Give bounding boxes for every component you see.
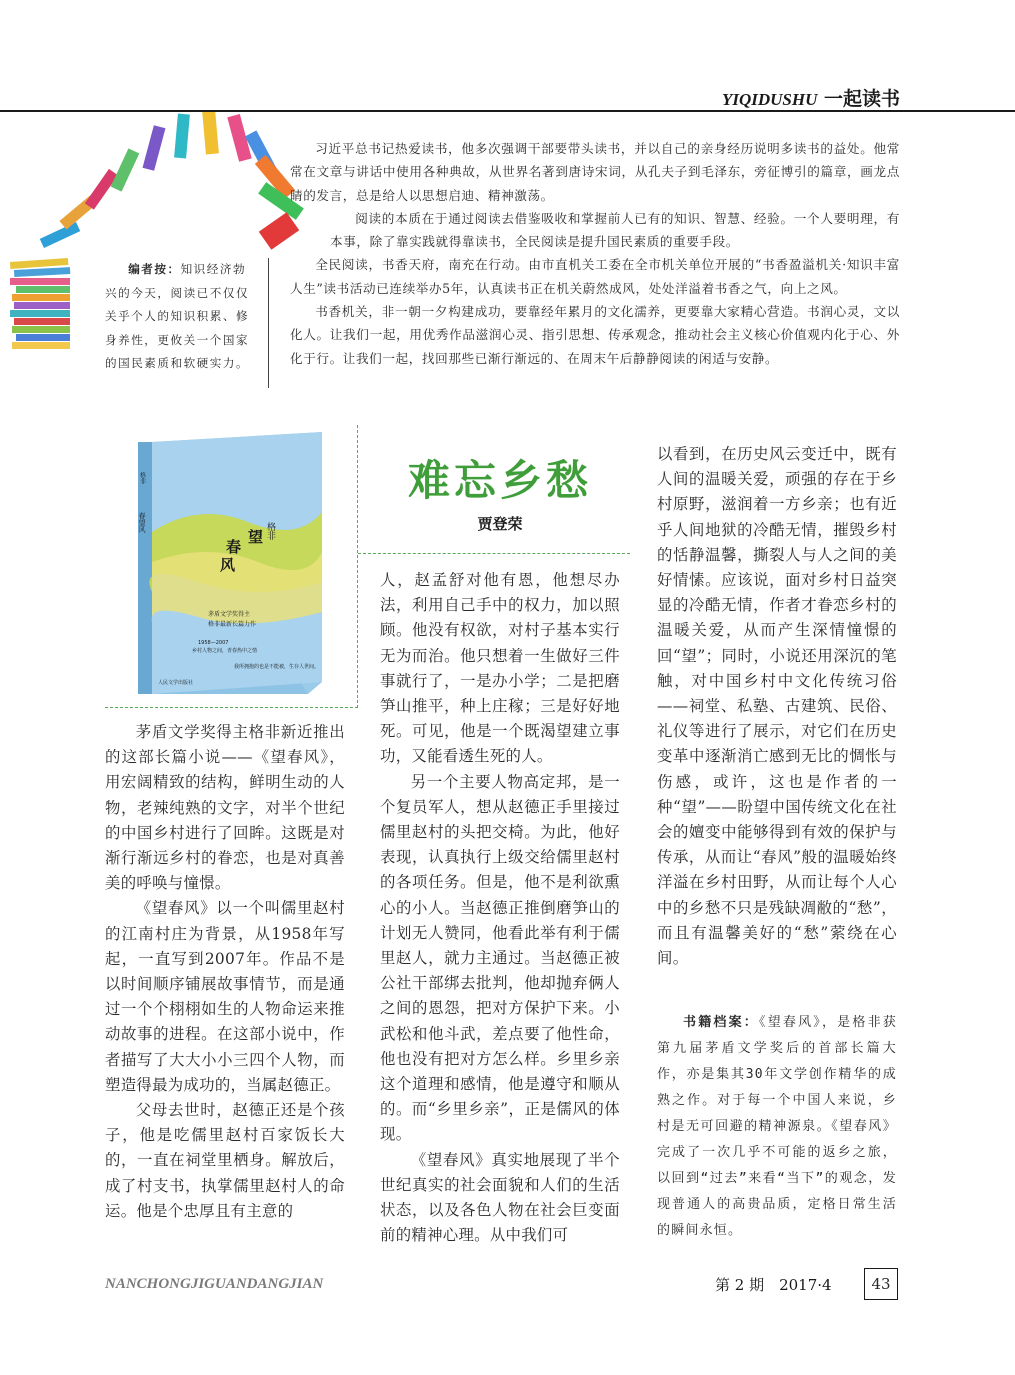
book-file-label: 书籍档案： <box>683 1015 759 1030</box>
cover-years: 1958—2007 <box>198 640 229 646</box>
article-paragraph: 茅盾文学奖得主格非新近推出的这部长篇小说——《望春风》，用宏阔精致的结构，鲜明生动的人物，老辣纯熟的文字，对半个世纪的中国乡村进行了回眸。这既是对渐行渐远乡村的眷恋，也是对真善美的呼唤与憧憬。 <box>105 723 345 893</box>
cover-author: 格非 <box>265 522 275 540</box>
magazine-section-header <box>700 84 900 111</box>
book-stack <box>10 258 70 349</box>
intro-paragraph: 习近平总书记热爱读书，他多次强调干部要带头读书，并以自己的亲身经历说明多读书的益处。他常常在文章与讲话中使用各种典故，从世界名著到唐诗宋词，从孔夫子到毛泽东，旁征博引的篇章，画龙点睛的发言，总是给人以思想启迪、精神激荡。 <box>290 141 900 203</box>
cover-band-line: 格非最新长篇力作 <box>208 621 257 628</box>
cover-publisher: 人民文学出版社 <box>158 680 194 686</box>
article-column-2 <box>380 568 620 1248</box>
article-paragraph: 父母去世时，赵德正还是个孩子，他是吃儒里赵村百家饭长大的，一直在祠堂里栖身。解放后，成了村支书，执掌儒里赵村人的命运。他是个忠厚且有主意的 <box>105 1101 345 1220</box>
editor-note-divider <box>268 258 269 388</box>
article-column-1 <box>105 720 345 1224</box>
cover-tagline: 我所拥抱的也是不能被，生存人世间。 <box>234 664 320 670</box>
intro-paragraph: 全民阅读，书香天府，南充在行动。由市直机关工委在全市机关单位开展的“书香盈溢机关·知识丰富人生”读书活动已连续举办5年，认真读书正在机关蔚然成风，处处洋溢着书香之气，向上之风。 <box>290 257 900 296</box>
article-paragraph: 另一个主要人物高定邦，是一个复员军人，想从赵德正手里接过儒里赵村的头把交椅。为此，他好表现，认真执行上级交给儒里赵村的各项任务。但是，他不是利欲熏心的小人。当赵德正推倒磨笋山的计划无人赞同，他看此举有利于儒里赵人，就力主通过。当赵德正被公社干部绑去批判，他却抛弃俩人之间的恩怨，把对方保护下来。小武松和他斗武，差点要了他性命，他也没有把对方怎么样。乡里乡亲这个道理和感情，他是遵守和顺从的。而“乡里乡亲”，正是儒风的体现。 <box>380 772 620 1144</box>
book-file-note <box>657 1010 897 1244</box>
intro-text <box>290 137 900 370</box>
cover-title-char: 春 <box>226 538 242 556</box>
cover-spine-author: 格非 <box>138 472 146 484</box>
editor-note <box>105 258 255 376</box>
editor-note-label: 编者按： <box>128 262 181 276</box>
article-column-3 <box>657 442 897 971</box>
editor-note-text: 知识经济勃兴的今天，阅读已不仅仅关乎个人的知识积累、修身养性，更攸关一个国家的国民素质和软硬实力。 <box>105 262 250 370</box>
cover-tagline: 乡村人物之间，青春热中之情 <box>192 648 258 654</box>
cover-title-char: 风 <box>220 556 236 574</box>
section-name-en: YIQIDUSHU <box>721 90 818 109</box>
section-name-cn: 一起读书 <box>823 88 900 110</box>
article-paragraph: 《望春风》以一个叫儒里赵村的江南村庄为背景，从1958年写起，一直写到2007年。作品不是以时间顺序铺展故事情节，而是通过一个个栩栩如生的人物命运来推动故事的进程。在这部小说中，作者描写了大大小小三四个人物，而塑造得最为成功的，当属赵德正。 <box>105 899 345 1094</box>
flying-book-arc <box>40 112 304 250</box>
article-frame-rule <box>358 553 630 555</box>
cover-spine-title: 春望风 <box>138 512 146 533</box>
article-paragraph: 《望春风》真实地展现了半个世纪真实的社会面貌和人们的生活状态，以及各色人物在社会巨变面前的精神心理。从中我们可 <box>380 1150 620 1245</box>
footer-publication-name: NANCHONGJIGUANDANGJIAN <box>105 1276 324 1292</box>
article-paragraph: 以看到，在历史风云变迁中，既有人间的温暖关爱，顽强的存在于乡村原野，滋润着一方乡亲；也有近乎人间地狱的冷酷无情，摧毁乡村的恬静温馨，撕裂人与人之间的美好情愫。应该说，面对乡村日益突显的冷酷无情，作者才眷恋乡村的温暖关爱，从而产生深情憧憬的回“望”；同时，小说还用深沉的笔触，对中国乡村中文化传统习俗——祠堂、私塾、古建筑、民俗、礼仪等进行了展示，对它们在历史变革中逐渐消亡感到无比的惆怅与伤感，或许，这也是作者的一种“望”——盼望中国传统文化在社会的嬗变中能够得到有效的保护与传承，从而让“春风”般的温暖始终洋溢在乡村田野，从而让每个人心中的乡愁不只是残缺凋敝的“愁”，而且有温馨美好的“愁”萦绕在心间。 <box>657 445 897 968</box>
article-paragraph: 人，赵孟舒对他有恩，他想尽办法，利用自己手中的权力，加以照顾。他没有权欲，对村子基本实行无为而治。他只想着一生做好三件事就行了，一是办小学；二是把磨笋山推平，种上庄稼；三是好好地死。可见，他是一个既渴望建立事功，又能看透生死的人。 <box>380 571 620 766</box>
book-file-text: 《望春风》，是格非获第九届茅盾文学奖后的首部长篇大作，亦是集其30年文学创作精华的成熟之作。对于每一个中国人来说，乡村是无可回避的精神源泉。《望春风》完成了一次几乎不可能的返乡之旅，以回到“过去”来看“当下”的观念，发现普通人的高贵品质，定格日常生活的瞬间永恒。 <box>657 1015 897 1238</box>
cover-title-char: 望 <box>248 528 264 546</box>
intro-paragraph: 阅读的本质在于通过阅读去借鉴吸收和掌握前人已有的知识、智慧、经验。一个人要明理，有本事，除了靠实践就得靠读书，全民阅读是提升国民素质的重要手段。 <box>330 210 900 250</box>
footer-issue-info: 第 2 期 2017·4 <box>715 1276 832 1294</box>
book-cover-image <box>138 432 324 694</box>
intro-paragraph: 书香机关，非一朝一夕构建成功，要靠经年累月的文化濡养，更要靠大家精心营造。书润心灵，文以化人。让我们一起，用优秀作品滋润心灵、指引思想、传承观念，推动社会主义核心价值观内化于心、外化于行。让我们一起，找回那些已渐行渐远的、在周末午后静静阅读的闲适与安静。 <box>290 304 900 366</box>
page-number: 43 <box>864 1268 898 1300</box>
article-title: 难忘乡愁 <box>407 456 592 505</box>
cover-band-line: 茅盾文学奖得主 <box>208 611 251 618</box>
article-author: 贾登荣 <box>477 515 523 533</box>
